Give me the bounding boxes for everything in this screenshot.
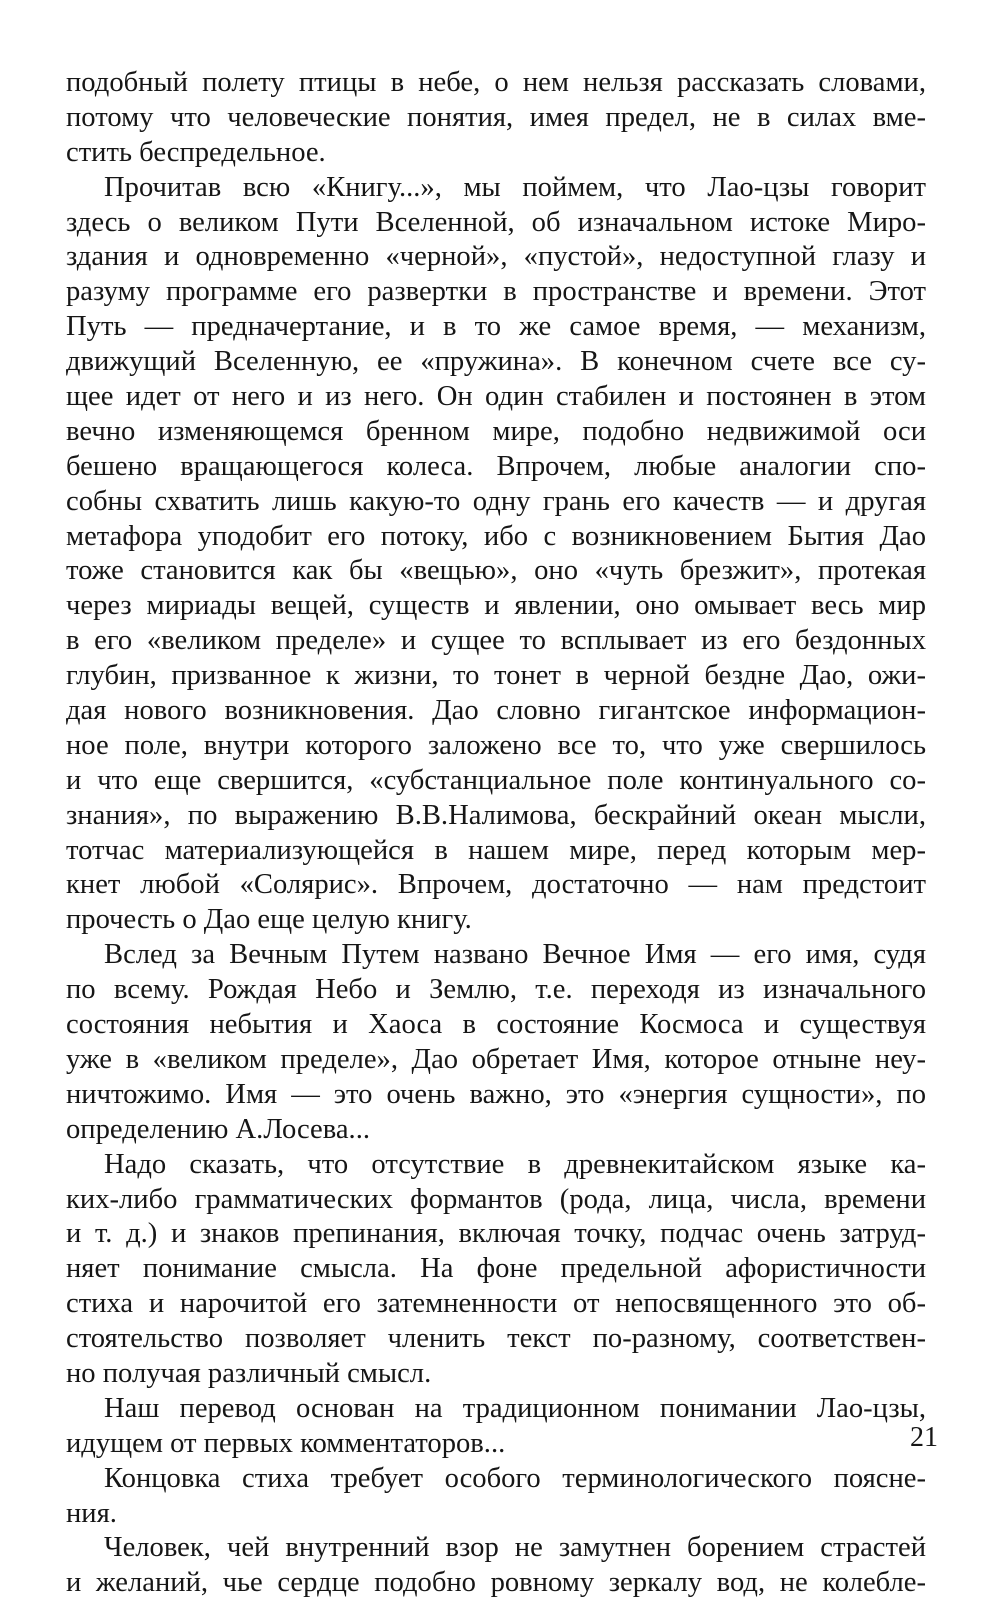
text-line: стоятельство позволяет членить текст по-разному, соответствен- — [66, 1323, 926, 1355]
text-line: стиха и нарочитой его затемненности от непосвященного это об- — [66, 1288, 926, 1320]
text-line: метафора уподобит его потоку, ибо с возникновением Бытия Дао — [66, 520, 926, 552]
text-line: щее идет от него и из него. Он один стабилен и постоянен в этом — [66, 381, 926, 413]
text-line: кнет любой «Солярис». Впрочем, достаточно — нам предстоит — [66, 869, 926, 901]
text-line: стить беспредельное. — [66, 136, 326, 168]
text-line: здесь о великом Пути Вселенной, об изначальном истоке Миро- — [66, 206, 926, 238]
text-line: и т. д.) и знаков препинания, включая точку, подчас очень затруд- — [66, 1218, 926, 1250]
text-line: разуму программе его развертки в пространстве и времени. Этот — [66, 276, 926, 308]
text-line: через мириады вещей, существ и явлении, оно омывает весь мир — [66, 590, 926, 622]
text-line: Человек, чей внутренний взор не замутнен борением страстей — [104, 1532, 926, 1564]
text-line: Надо сказать, что отсутствие в древнекитайском языке ка- — [104, 1148, 926, 1180]
text-line: по всему. Рождая Небо и Землю, т.е. переходя из изначального — [66, 974, 926, 1006]
text-line: здания и одновременно «черной», «пустой», недоступной глазу и — [66, 241, 926, 273]
text-line: бешено вращающегося колеса. Впрочем, любые аналогии спо- — [66, 450, 926, 482]
text-line: Путь — предначертание, и в то же самое время, — механизм, — [66, 311, 926, 343]
text-line: ничтожимо. Имя — это очень важно, это «энергия сущности», по — [66, 1078, 926, 1110]
body-text — [66, 66, 926, 1601]
text-line: ких-либо грамматических формантов (рода, лица, числа, времени — [66, 1183, 926, 1215]
text-line: состояния небытия и Хаоса в состояние Космоса и существуя — [66, 1009, 926, 1041]
text-line: ное поле, внутри которого заложено все то, что уже свершилось — [66, 729, 926, 761]
page-number: 21 — [910, 1422, 938, 1453]
text-line: тотчас материализующейся в нашем мире, перед которым мер- — [66, 834, 926, 866]
text-line: подобный полету птицы в небе, о нем нельзя рассказать словами, — [66, 67, 926, 98]
text-line: собны схватить лишь какую-то одну грань его качеств — и другая — [66, 485, 926, 517]
text-line: Концовка стиха требует особого терминологического поясне- — [104, 1462, 926, 1494]
text-line: движущий Вселенную, ее «пружина». В конечном счете все су- — [66, 346, 926, 378]
text-line: прочесть о Дао еще целую книгу. — [66, 904, 472, 936]
text-line: но получая различный смысл. — [66, 1357, 432, 1389]
text-line: потому что человеческие понятия, имея предел, не в силах вме- — [66, 101, 926, 133]
text-line: определению А.Лосева... — [66, 1113, 371, 1145]
text-line: Наш перевод основан на традиционном понимании Лао-цзы, — [104, 1392, 926, 1424]
text-line: ния. — [66, 1497, 117, 1529]
text-line: уже в «великом пределе», Дао обретает Имя, которое отныне неу- — [66, 1043, 926, 1075]
text-line: тоже становится как бы «вещью», оно «чуть брезжит», протекая — [66, 555, 926, 587]
text-line: няет понимание смысла. На фоне предельной афористичности — [66, 1253, 926, 1285]
text-line: и желаний, чье сердце подобно ровному зеркалу вод, не колебле- — [66, 1567, 926, 1599]
text-line: вечно изменяющемся бренном мире, подобно недвижимой оси — [66, 415, 926, 447]
text-line: глубин, призванное к жизни, то тонет в черной бездне Дао, ожи- — [66, 660, 926, 692]
text-line: знания», по выражению В.В.Налимова, бескрайний океан мысли, — [66, 799, 926, 831]
text-line: в его «великом пределе» и сущее то всплывает из его бездонных — [66, 625, 926, 657]
text-line: и что еще свершится, «субстанциальное поле континуального со- — [66, 764, 926, 796]
text-line: дая нового возникновения. Дао словно гигантское информацион- — [66, 695, 926, 727]
text-line: идущем от первых комментаторов... — [66, 1427, 506, 1459]
text-line: Прочитав всю «Книгу...», мы поймем, что Лао-цзы говорит — [104, 171, 926, 203]
text-line: Вслед за Вечным Путем названо Вечное Имя — его имя, судя — [104, 939, 926, 971]
